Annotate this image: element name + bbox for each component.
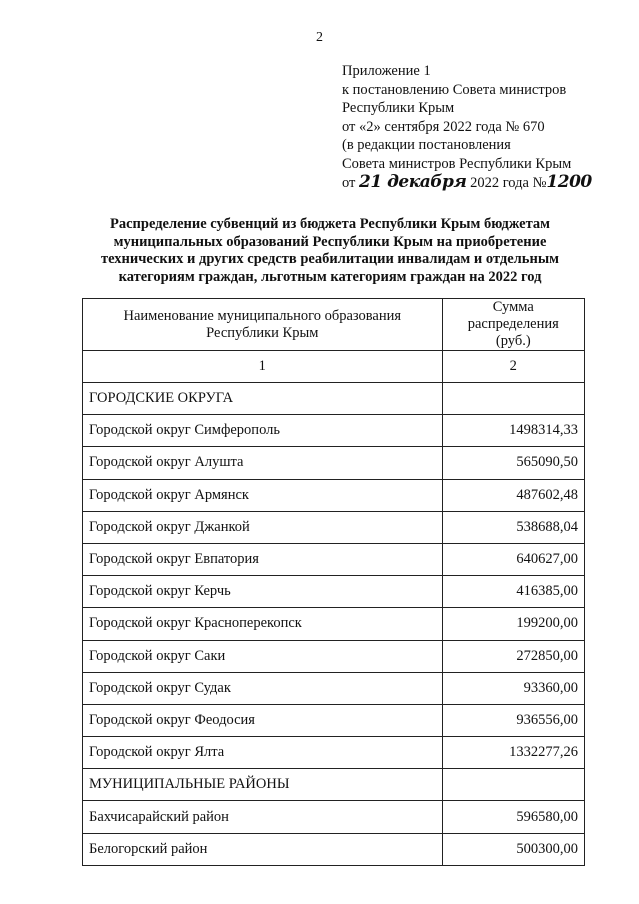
handwritten-date: 21 декабря — [359, 172, 467, 192]
table-row — [83, 704, 585, 736]
table-row — [83, 447, 585, 479]
appendix-line: от «2» сентября 2022 года № 670 — [342, 118, 545, 135]
row-sum: 487602,48 — [442, 479, 584, 511]
table-row — [83, 640, 585, 672]
column-number: 1 — [83, 351, 443, 383]
row-name: Городской округ Судак — [83, 672, 443, 704]
appendix-line: к постановлению Совета министров — [342, 81, 567, 98]
table-row — [83, 672, 585, 704]
table-row — [83, 479, 585, 511]
header-sum: Сумма распределения (руб.) — [442, 299, 584, 351]
row-name: Городской округ Джанкой — [83, 511, 443, 543]
appendix-block — [342, 62, 622, 193]
row-sum — [442, 769, 584, 801]
row-sum — [442, 383, 584, 415]
row-name: Городской округ Красноперекопск — [83, 608, 443, 640]
row-name: Городской округ Евпатория — [83, 543, 443, 575]
appendix-line: Совета министров Республики Крым — [342, 155, 572, 172]
row-name: Городской округ Феодосия — [83, 704, 443, 736]
row-sum: 936556,00 — [442, 704, 584, 736]
appendix-line-signature — [342, 173, 622, 193]
handwritten-number: 1200 — [546, 172, 592, 192]
row-name: Бахчисарайский район — [83, 801, 443, 833]
row-sum: 416385,00 — [442, 576, 584, 608]
row-sum: 272850,00 — [442, 640, 584, 672]
row-name: Белогорский район — [83, 833, 443, 865]
row-sum: 199200,00 — [442, 608, 584, 640]
table-row — [83, 511, 585, 543]
table-row — [83, 383, 585, 415]
row-sum: 640627,00 — [442, 543, 584, 575]
appendix-line: Приложение 1 — [342, 63, 431, 79]
table-row — [83, 801, 585, 833]
column-number: 2 — [442, 351, 584, 383]
row-name: МУНИЦИПАЛЬНЫЕ РАЙОНЫ — [83, 769, 443, 801]
row-sum: 1498314,33 — [442, 415, 584, 447]
row-name: Городской округ Ялта — [83, 737, 443, 769]
page-number: 2 — [316, 30, 323, 45]
column-number-row — [83, 351, 585, 383]
table-row — [83, 608, 585, 640]
row-name: Городской округ Керчь — [83, 576, 443, 608]
table-row — [83, 833, 585, 865]
row-name: Городской округ Саки — [83, 640, 443, 672]
appendix-middle: 2022 года № — [470, 175, 547, 191]
row-sum: 565090,50 — [442, 447, 584, 479]
header-municipality: Наименование муниципального образования Республики Крым — [83, 299, 443, 351]
row-name: Городской округ Алушта — [83, 447, 443, 479]
table-row — [83, 576, 585, 608]
row-sum: 93360,00 — [442, 672, 584, 704]
row-sum: 1332277,26 — [442, 737, 584, 769]
appendix-line: (в редакции постановления — [342, 137, 511, 153]
appendix-prefix: от — [342, 175, 356, 191]
table-row — [83, 737, 585, 769]
row-name: ГОРОДСКИЕ ОКРУГА — [83, 383, 443, 415]
table-row — [83, 415, 585, 447]
row-sum: 500300,00 — [442, 833, 584, 865]
allocation-table — [82, 298, 585, 866]
row-sum: 538688,04 — [442, 511, 584, 543]
table-header-row — [83, 299, 585, 351]
table-row — [83, 543, 585, 575]
table-row — [83, 769, 585, 801]
document-title: Распределение субвенций из бюджета Республики Крым бюджетам муниципальных образований Республики Крым на приобретение технических и других средств реабилитации инвалидам и отдельным категориям граждан, льготным категориям граждан на 2022 год — [100, 216, 560, 285]
row-name: Городской округ Армянск — [83, 479, 443, 511]
row-name: Городской округ Симферополь — [83, 415, 443, 447]
row-sum: 596580,00 — [442, 801, 584, 833]
appendix-line: Республики Крым — [342, 100, 455, 116]
